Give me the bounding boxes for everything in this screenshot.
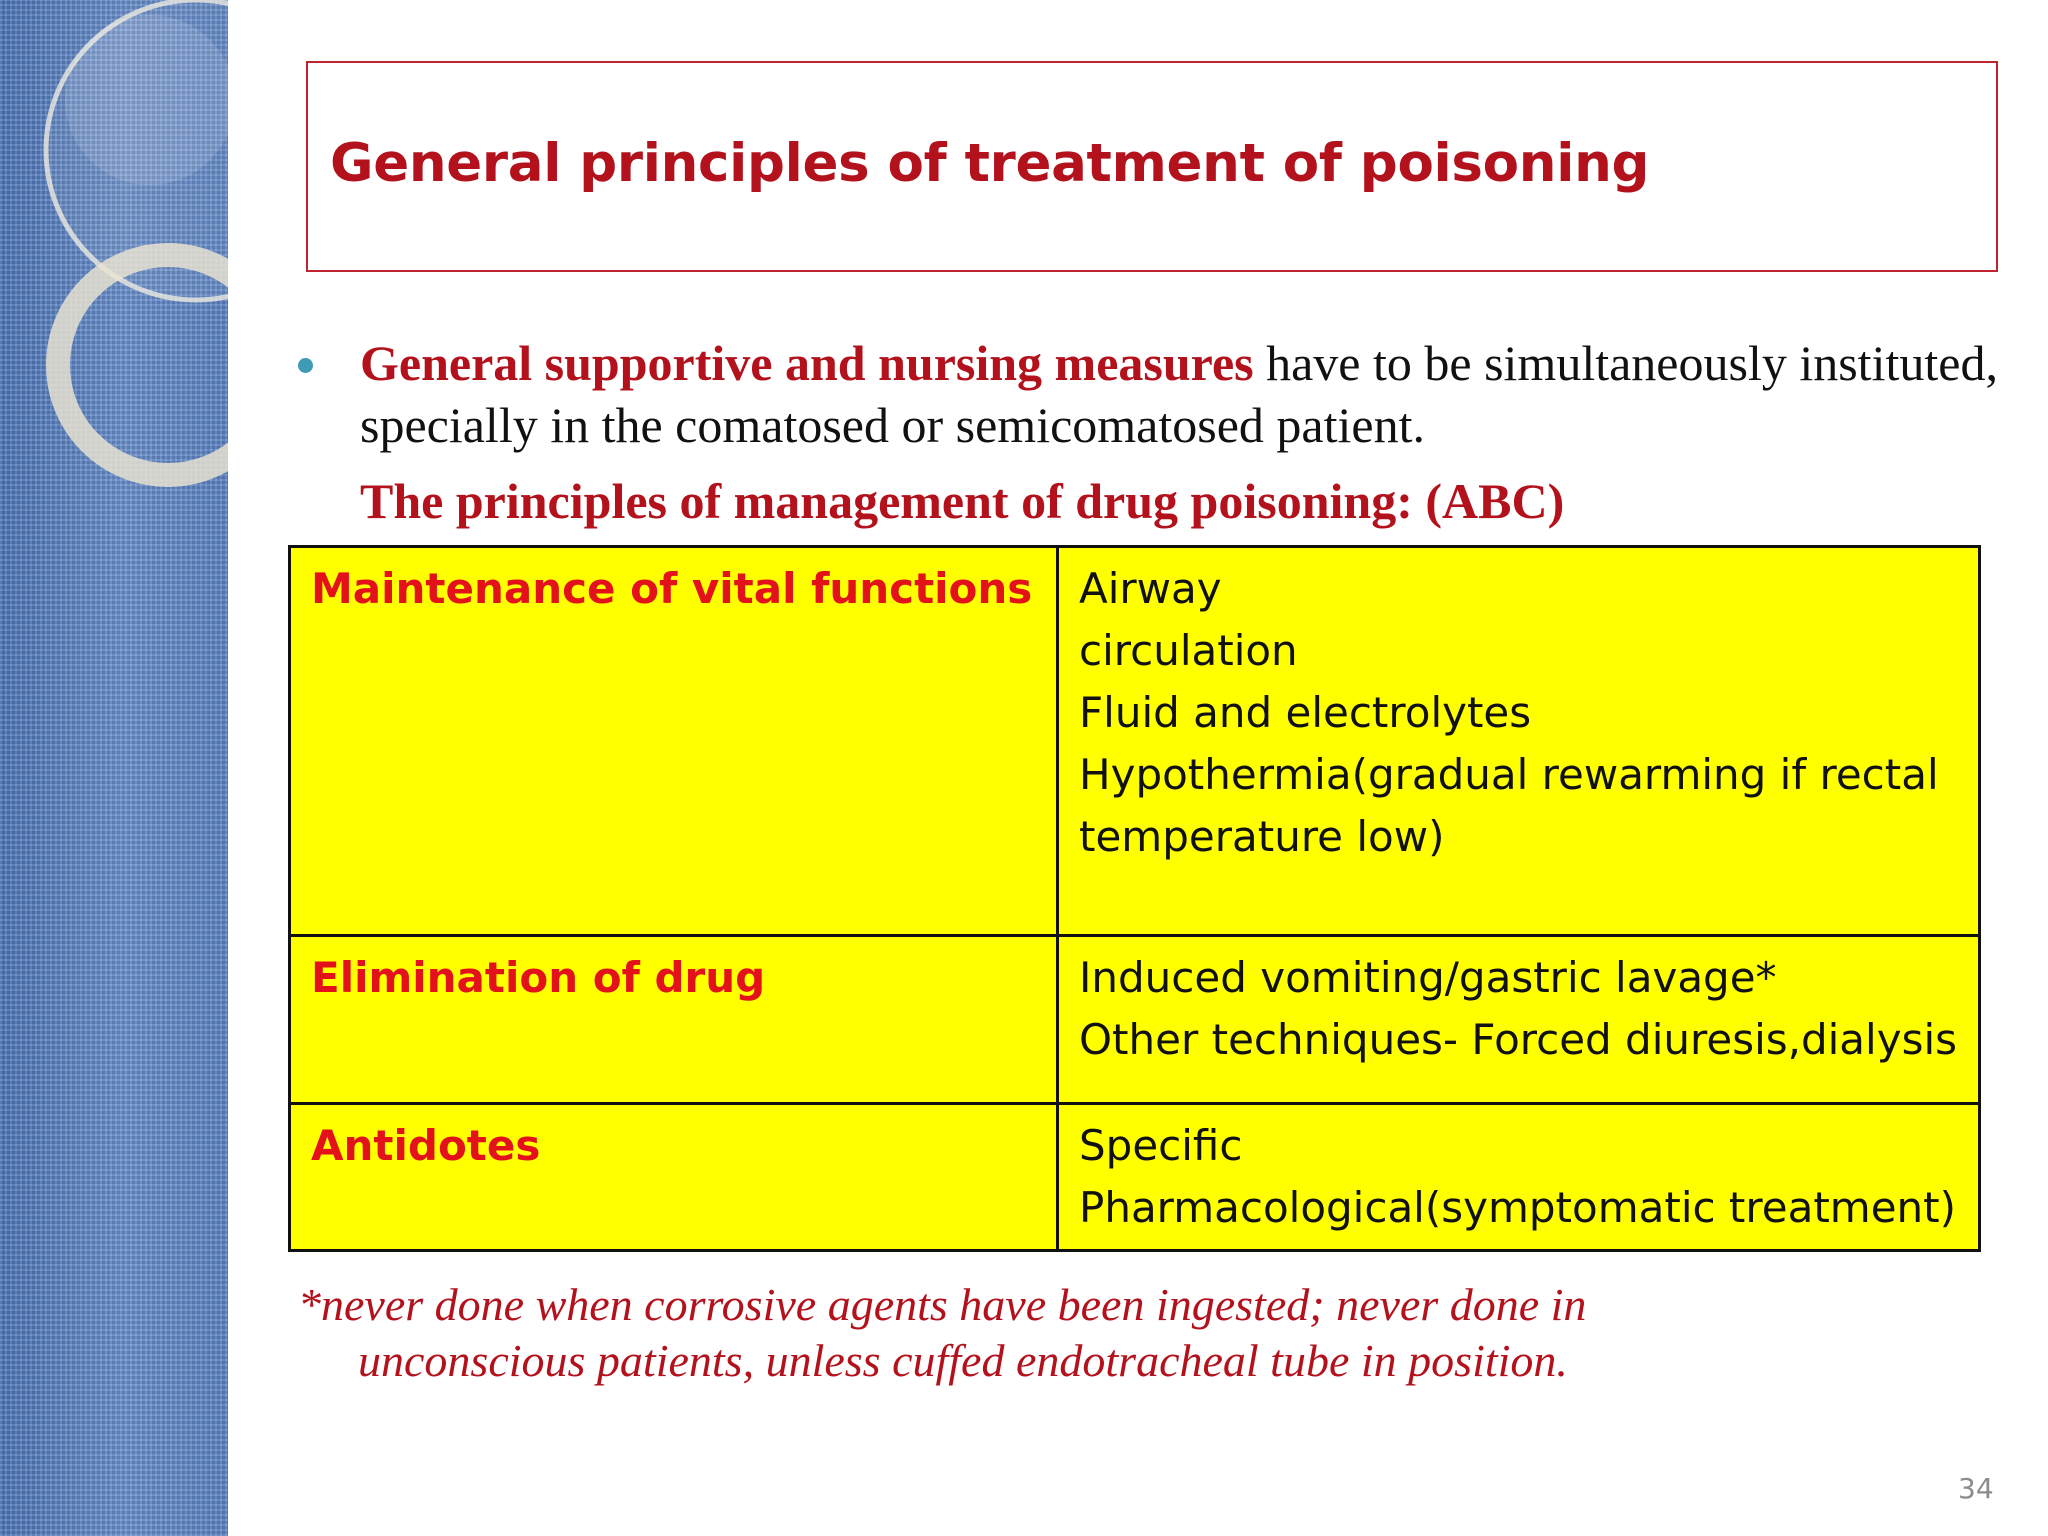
items-cell — [1058, 547, 1980, 936]
slide-title: General principles of treatment of poisoning — [330, 133, 1650, 194]
item-line: Induced vomiting/gastric lavage* — [1079, 953, 1777, 1002]
item-line: Other techniques- Forced diuresis,dialysis — [1079, 1015, 1958, 1064]
bullet-emphasis: General supportive and nursing measures — [360, 335, 1254, 391]
item-line: Hypothermia(gradual rewarming if rectal — [1079, 750, 1939, 799]
items-cell — [1058, 1104, 1980, 1251]
item-line: Pharmacological(symptomatic treatment) — [1079, 1183, 1957, 1232]
items-cell — [1058, 936, 1980, 1104]
title-box — [306, 61, 1998, 272]
table-row — [290, 1104, 1980, 1251]
category-cell: Maintenance of vital functions — [290, 547, 1058, 936]
item-line: Airway — [1079, 564, 1222, 613]
table-row — [290, 547, 1980, 936]
table-row — [290, 936, 1980, 1104]
category-cell: Antidotes — [290, 1104, 1058, 1251]
page-number: 34 — [1958, 1472, 1994, 1505]
bullet-rest: have to be simultaneously instituted, specially in the comatosed or semicomatosed patient. — [360, 335, 1998, 453]
item-line: circulation — [1079, 626, 1298, 675]
category-cell: Elimination of drug — [290, 936, 1058, 1104]
bullet-paragraph — [360, 332, 2020, 456]
decorative-rings — [0, 0, 228, 1536]
principles-heading: The principles of management of drug poisoning: (ABC) — [360, 473, 1565, 529]
footnote-line-1: *never done when corrosive agents have been ingested; never done in — [298, 1279, 1587, 1330]
decorative-side-band — [0, 0, 228, 1536]
item-line: temperature low) — [1079, 812, 1445, 861]
bullet-dot-icon — [298, 358, 313, 373]
management-table — [288, 545, 1981, 1252]
ring-highlight-decoration — [65, 15, 228, 185]
footnote — [298, 1277, 1998, 1389]
item-line: Specific — [1079, 1121, 1243, 1170]
footnote-line-2: unconscious patients, unless cuffed endotracheal tube in position. — [358, 1335, 1568, 1386]
item-line: Fluid and electrolytes — [1079, 688, 1532, 737]
